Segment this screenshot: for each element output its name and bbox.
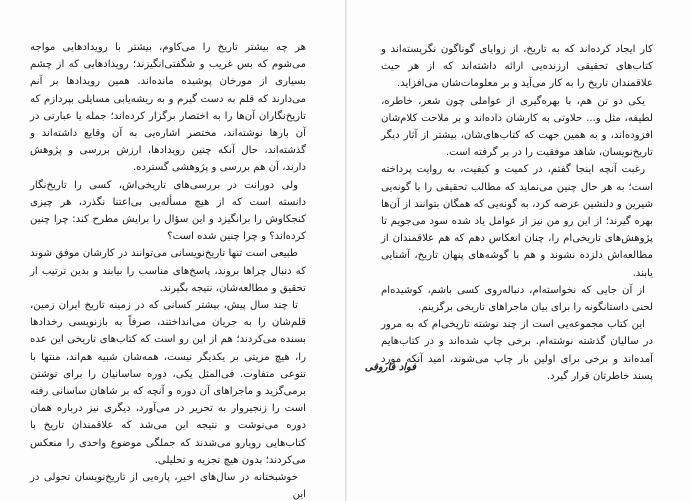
- paragraph: از آن جایی که نخواسته‌ام، دنباله‌روی کسی باشم، کوشیده‌ام لحنی داستانگونه را برای بیان ماجراهای تاریخی برگزینم.: [381, 284, 653, 314]
- paragraph: این کتاب مجموعه‌یی است از چند نوشته تاریخی‌ام که به مرور در سالیان گذشته نوشته‌ام. برخی چاپ شده‌اند و در کتاب‌هایم آمده‌اند و برخی برای اولین بار چاپ می‌شوند، امید آنکه مورد پسند خاطرتان قرار گیرد.: [381, 319, 653, 382]
- paragraph: طبیعی است تنها تاریخ‌نویسانی می‌توانند در کارشان موفق شوند که دنبال چراها بروند، پاسخ‌های مناسب را بیابند و بدین ترتیب از تحقیق و مطالعه‌شان، نتیجه بگیرند.: [30, 248, 306, 294]
- left-page: [0, 0, 345, 501]
- left-page-text: [30, 39, 306, 501]
- paragraph: یکی دو تن هم، با بهره‌گیری از عواملی چون شعر، خاطره، لطیفه، مثل و... حلاوتی به کارشان داده‌اند و بر ملاحت کلام‌شان افزوده‌اند، و به همین جهت که کتاب‌های‌شان، بیشتر از آثار دیگر تاریخ‌نویسان، شاهد موفقیت را در بر گرفته است.: [381, 95, 653, 159]
- paragraph: تا چند سال پیش، بیشتر کسانی که در زمینه تاریخ ایران زمین، قلم‌شان را به جریان می‌انداختند، صرفاً به بازنویسی رخدادها بسنده می‌کردند؛ هم از این رو است که کتاب‌های تاریخی این عده را، هیچ مزیتی بر یکدیگر نیست، همه‌شان شبیه هم‌اند، منتها با تنوعی متفاوت. فی‌المثل یکی، دوره ساسانیان را برای نوشتن برمی‌گزید و ماجراهای آن دوره و آنچه که بر شاهان ساسانی رفته است را زنجیروار به تحریر در می‌آورد، دیگری نیز درباره همان دوره می‌نوشت و نتیجه این می‌شد که علاقمندان تاریخ با کتاب‌هایی رویارو می‌شدند که جملگی موضوع واحدی را منعکس می‌کردند؛ بدون هیچ تجزیه و تحلیلی.: [30, 300, 306, 466]
- paragraph: ولی دورانت در بررسی‌های تاریخی‌اش، کسی را تاریخ‌نگار دانسته است که از هیچ مسأله‌یی بی‌اعتنا نگذرد، هر چیزی کنجکاوش را برانگیزد و این سؤال را برایش مطرح کند: چرا چنین کرده‌اند؟ و چرا چنین شده است؟: [30, 179, 306, 243]
- right-page-text: [381, 41, 653, 385]
- paragraph: هر چه بیشتر تاریخ را می‌کاوم، بیشتر با رویدادهایی مواجه می‌شوم که بس غریب و شگفتی‌انگیزند؛ رویدادهایی که از چشم بسیاری از مورخان پوشیده مانده‌اند. همین رویدادها بر آنم می‌دارند که قلم به دست گیرم و به ریشه‌یابی مسایلی بپردازم که تاریخ‌نگاران آن‌ها را به اختصار برگزار کرده‌اند؛ جمله یا عبارتی در آن بارها نوشته‌اند، مختصر اشاره‌یی به آن وقایع داشته‌اند و گذشته‌اند، حال آنکه چنین رویدادها، ارزش بررسی و پژوهش دارند، آن هم بررسی و پژوهشی گسترده.: [30, 42, 306, 174]
- paragraph: رغبت آنچه اینجا گفتم، در کمیت و کیفیت، به روایت پرداخته است؛ به هر حال چنین می‌نماید که مطالب تحقیقی را با گونه‌یی شیرین و دلنشین عرضه کرد، به گونه‌یی که همگان بتوانند از آن‌ها بهره گیرند؛ از این رو من نیز از عوامل یاد شده سود می‌جویم تا پژوهش‌های تاریخی‌ام را، چنان انعکاس دهم که هم علاقمندان از مطالعه‌اش دلزده نشوند و هم با گوشه‌های پنهان تاریخ، آشنایی یابند.: [381, 164, 653, 279]
- right-page: [347, 0, 692, 501]
- author-signature: فواد فاروقی: [364, 362, 416, 373]
- book-gutter: [345, 0, 347, 501]
- paragraph: کار ایجاد کرده‌اند که به تاریخ، از زوایای گوناگون نگریسته‌اند و کتاب‌های تحقیقی ارزنده‌یی ارائه داشته‌اند که از هر حیث علاقمندان تاریخ را به کار می‌آید و بر معلومات‌شان می‌افزاید.: [381, 44, 653, 90]
- paragraph: خوشبختانه در سال‌های اخیر، پاره‌یی از تاریخ‌نویسان تحولی در این: [30, 472, 306, 501]
